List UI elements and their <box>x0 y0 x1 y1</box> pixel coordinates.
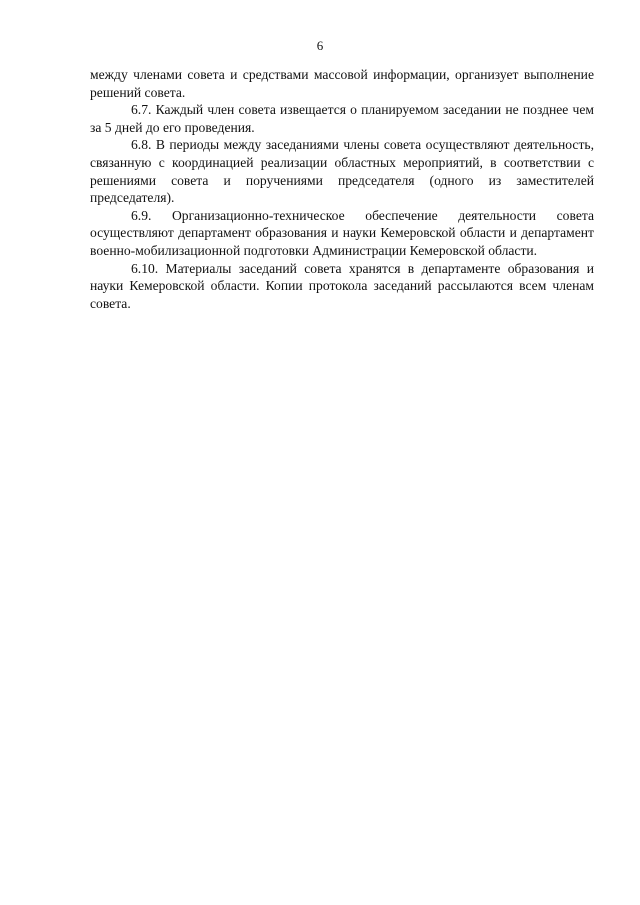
paragraph-6-7: 6.7. Каждый член совета извещается о планируемом заседании не позднее чем за 5 дней до его проведения. <box>90 102 594 135</box>
paragraph-continuation: между членами совета и средствами массовой информации, организует выполнение решений совета. <box>90 67 594 100</box>
document-body <box>90 66 594 312</box>
paragraph-6-9: 6.9. Организационно-техническое обеспечение деятельности совета осуществляют департамент образования и науки Кемеровской области и департамент военно-мобилизационной подготовки Администрации Кемеровской области. <box>90 207 594 258</box>
paragraph-6-8: 6.8. В периоды между заседаниями члены совета осуществляют деятельность, связанную с координацией реализации областных мероприятий, в соответствии с решениями совета и поручениями председателя (одного из заместителей председателя). <box>90 137 594 206</box>
page-number: 6 <box>316 38 324 53</box>
paragraph-6-10: 6.10. Материалы заседаний совета хранятся в департаменте образования и науки Кемеровской области. Копии протокола заседаний рассылаются всем членам совета. <box>90 260 594 311</box>
